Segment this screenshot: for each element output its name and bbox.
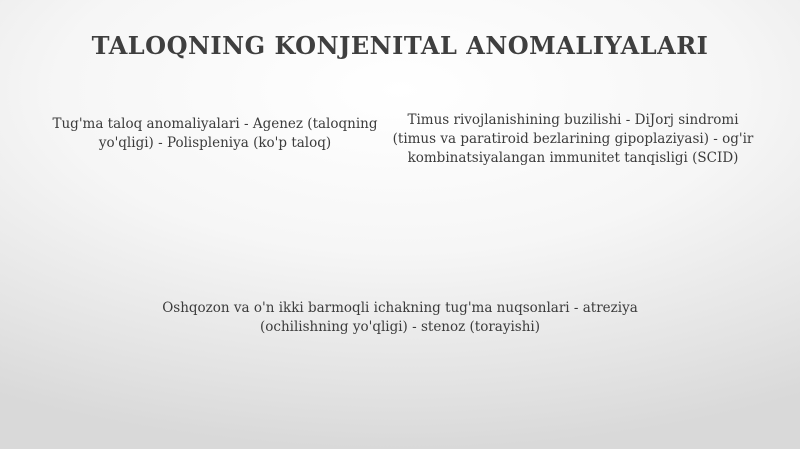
text-block-gi-defects: Oshqozon va o'n ikki barmoqli ichakning tug'ma nuqsonlari - atreziya (ochilishning yo'qligi) - stenoz (torayishi) [162, 300, 638, 335]
text-block-thymus-disorders: Timus rivojlanishining buzilishi - DiJorj sindromi (timus va paratiroid bezlarining gipoplaziyasi) - og'ir kombinatsiyalangan immunitet tanqisligi (SCID) [392, 112, 754, 166]
text-block-spleen-anomalies: Tug'ma taloq anomaliyalari - Agenez (taloqning yo'qligi) - Polispleniya (ko'p taloq) [52, 116, 378, 151]
slide-title: TALOQNING KONJENITAL ANOMALIYALARI [91, 31, 709, 60]
